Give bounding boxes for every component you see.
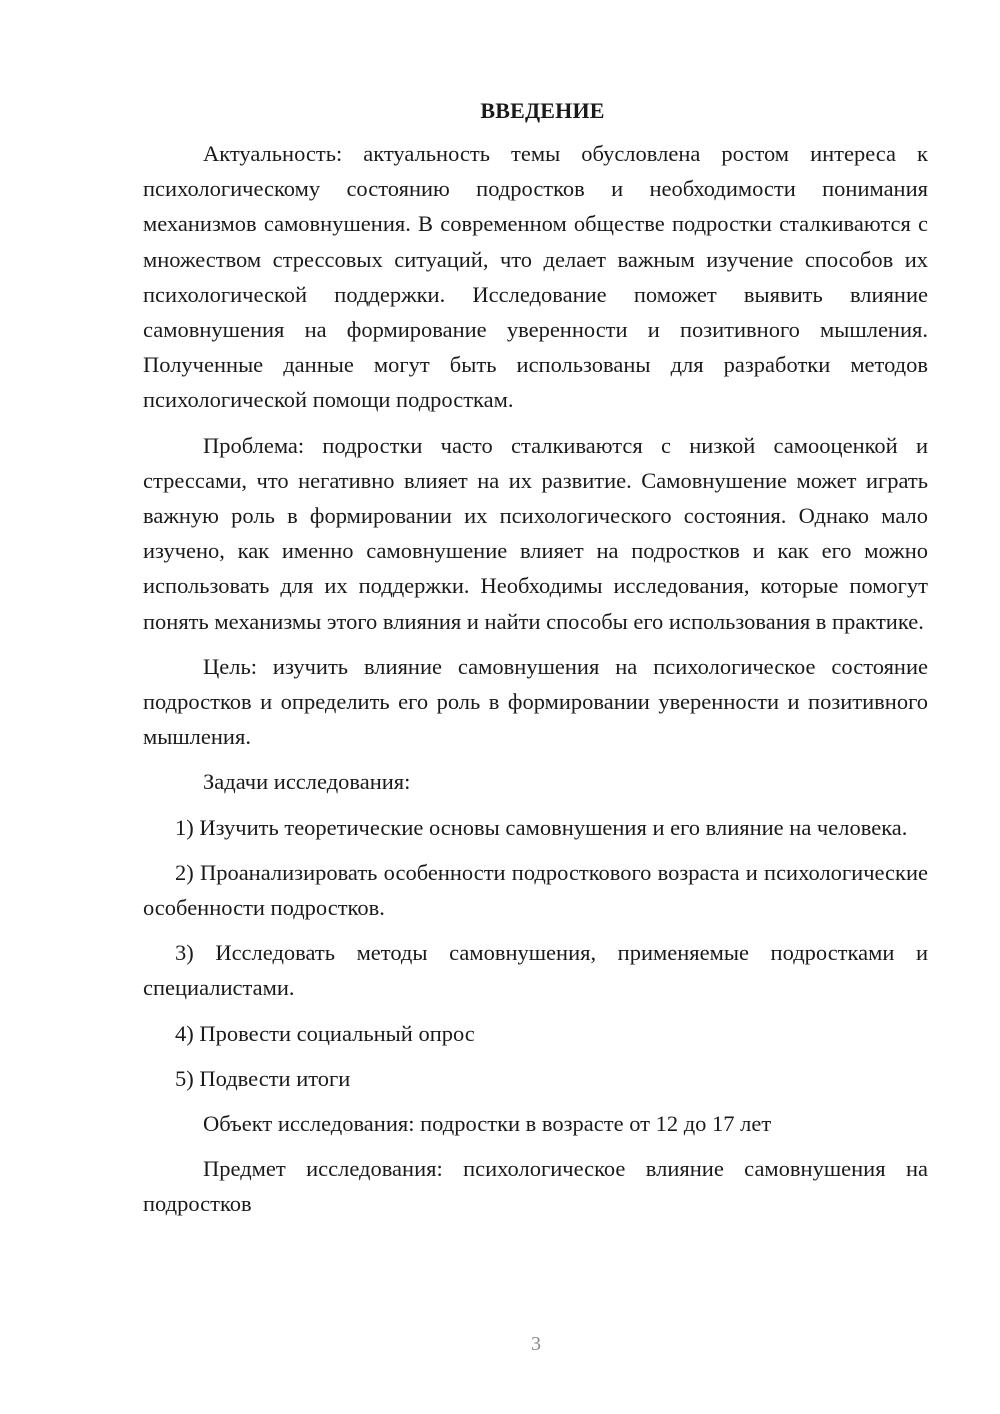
task-item-1: 1) Изучить теоретические основы самовнушения и его влияние на человека. <box>175 814 908 840</box>
task-item-2: 2) Проанализировать особенности подросткового возраста и психологические особенности подростков. <box>143 859 928 921</box>
tasks-heading: Задачи исследования: <box>203 769 411 795</box>
problem-paragraph: Проблема: подростки часто сталкиваются с низкой самооценкой и стрессами, что негативно влияет на их развитие. Самовнушение может играть важную роль в формировании их психологического состояния. Однако мало изучено, как именно самовнушение влияет на подростков и как его можно использовать для их поддержки. Необходимы исследования, которые помогут понять механизмы этого влияния и найти способы его использования в практике. <box>143 432 928 634</box>
page-title: ВВЕДЕНИЕ <box>480 98 605 123</box>
subject-paragraph: Предмет исследования: психологическое влияние самовнушения на подростков <box>143 1156 928 1217</box>
task-item-5: 5) Подвести итоги <box>175 1065 351 1091</box>
goal-paragraph: Цель: изучить влияние самовнушения на психологическое состояние подростков и определить его роль в формировании уверенности и позитивного мышления. <box>143 653 928 750</box>
page-number: 3 <box>531 1333 541 1355</box>
page-content <box>143 96 928 1232</box>
task-item-3: 3) Исследовать методы самовнушения, применяемые подростками и специалистами. <box>143 940 928 1001</box>
task-item-4: 4) Провести социальный опрос <box>175 1020 475 1046</box>
object-paragraph: Объект исследования: подростки в возрасте от 12 до 17 лет <box>203 1111 772 1137</box>
relevance-paragraph: Актуальность: актуальность темы обусловлена ростом интереса к психологическому состоянию подростков и необходимости понимания механизмов самовнушения. В современном обществе подростки сталкиваются с множеством стрессовых ситуаций, что делает важным изучение способов их психологической поддержки. Исследование поможет выявить влияние самовнушения на формирование уверенности и позитивного мышления. Полученные данные могут быть использованы для разработки методов психологической помощи подросткам. <box>143 141 928 413</box>
